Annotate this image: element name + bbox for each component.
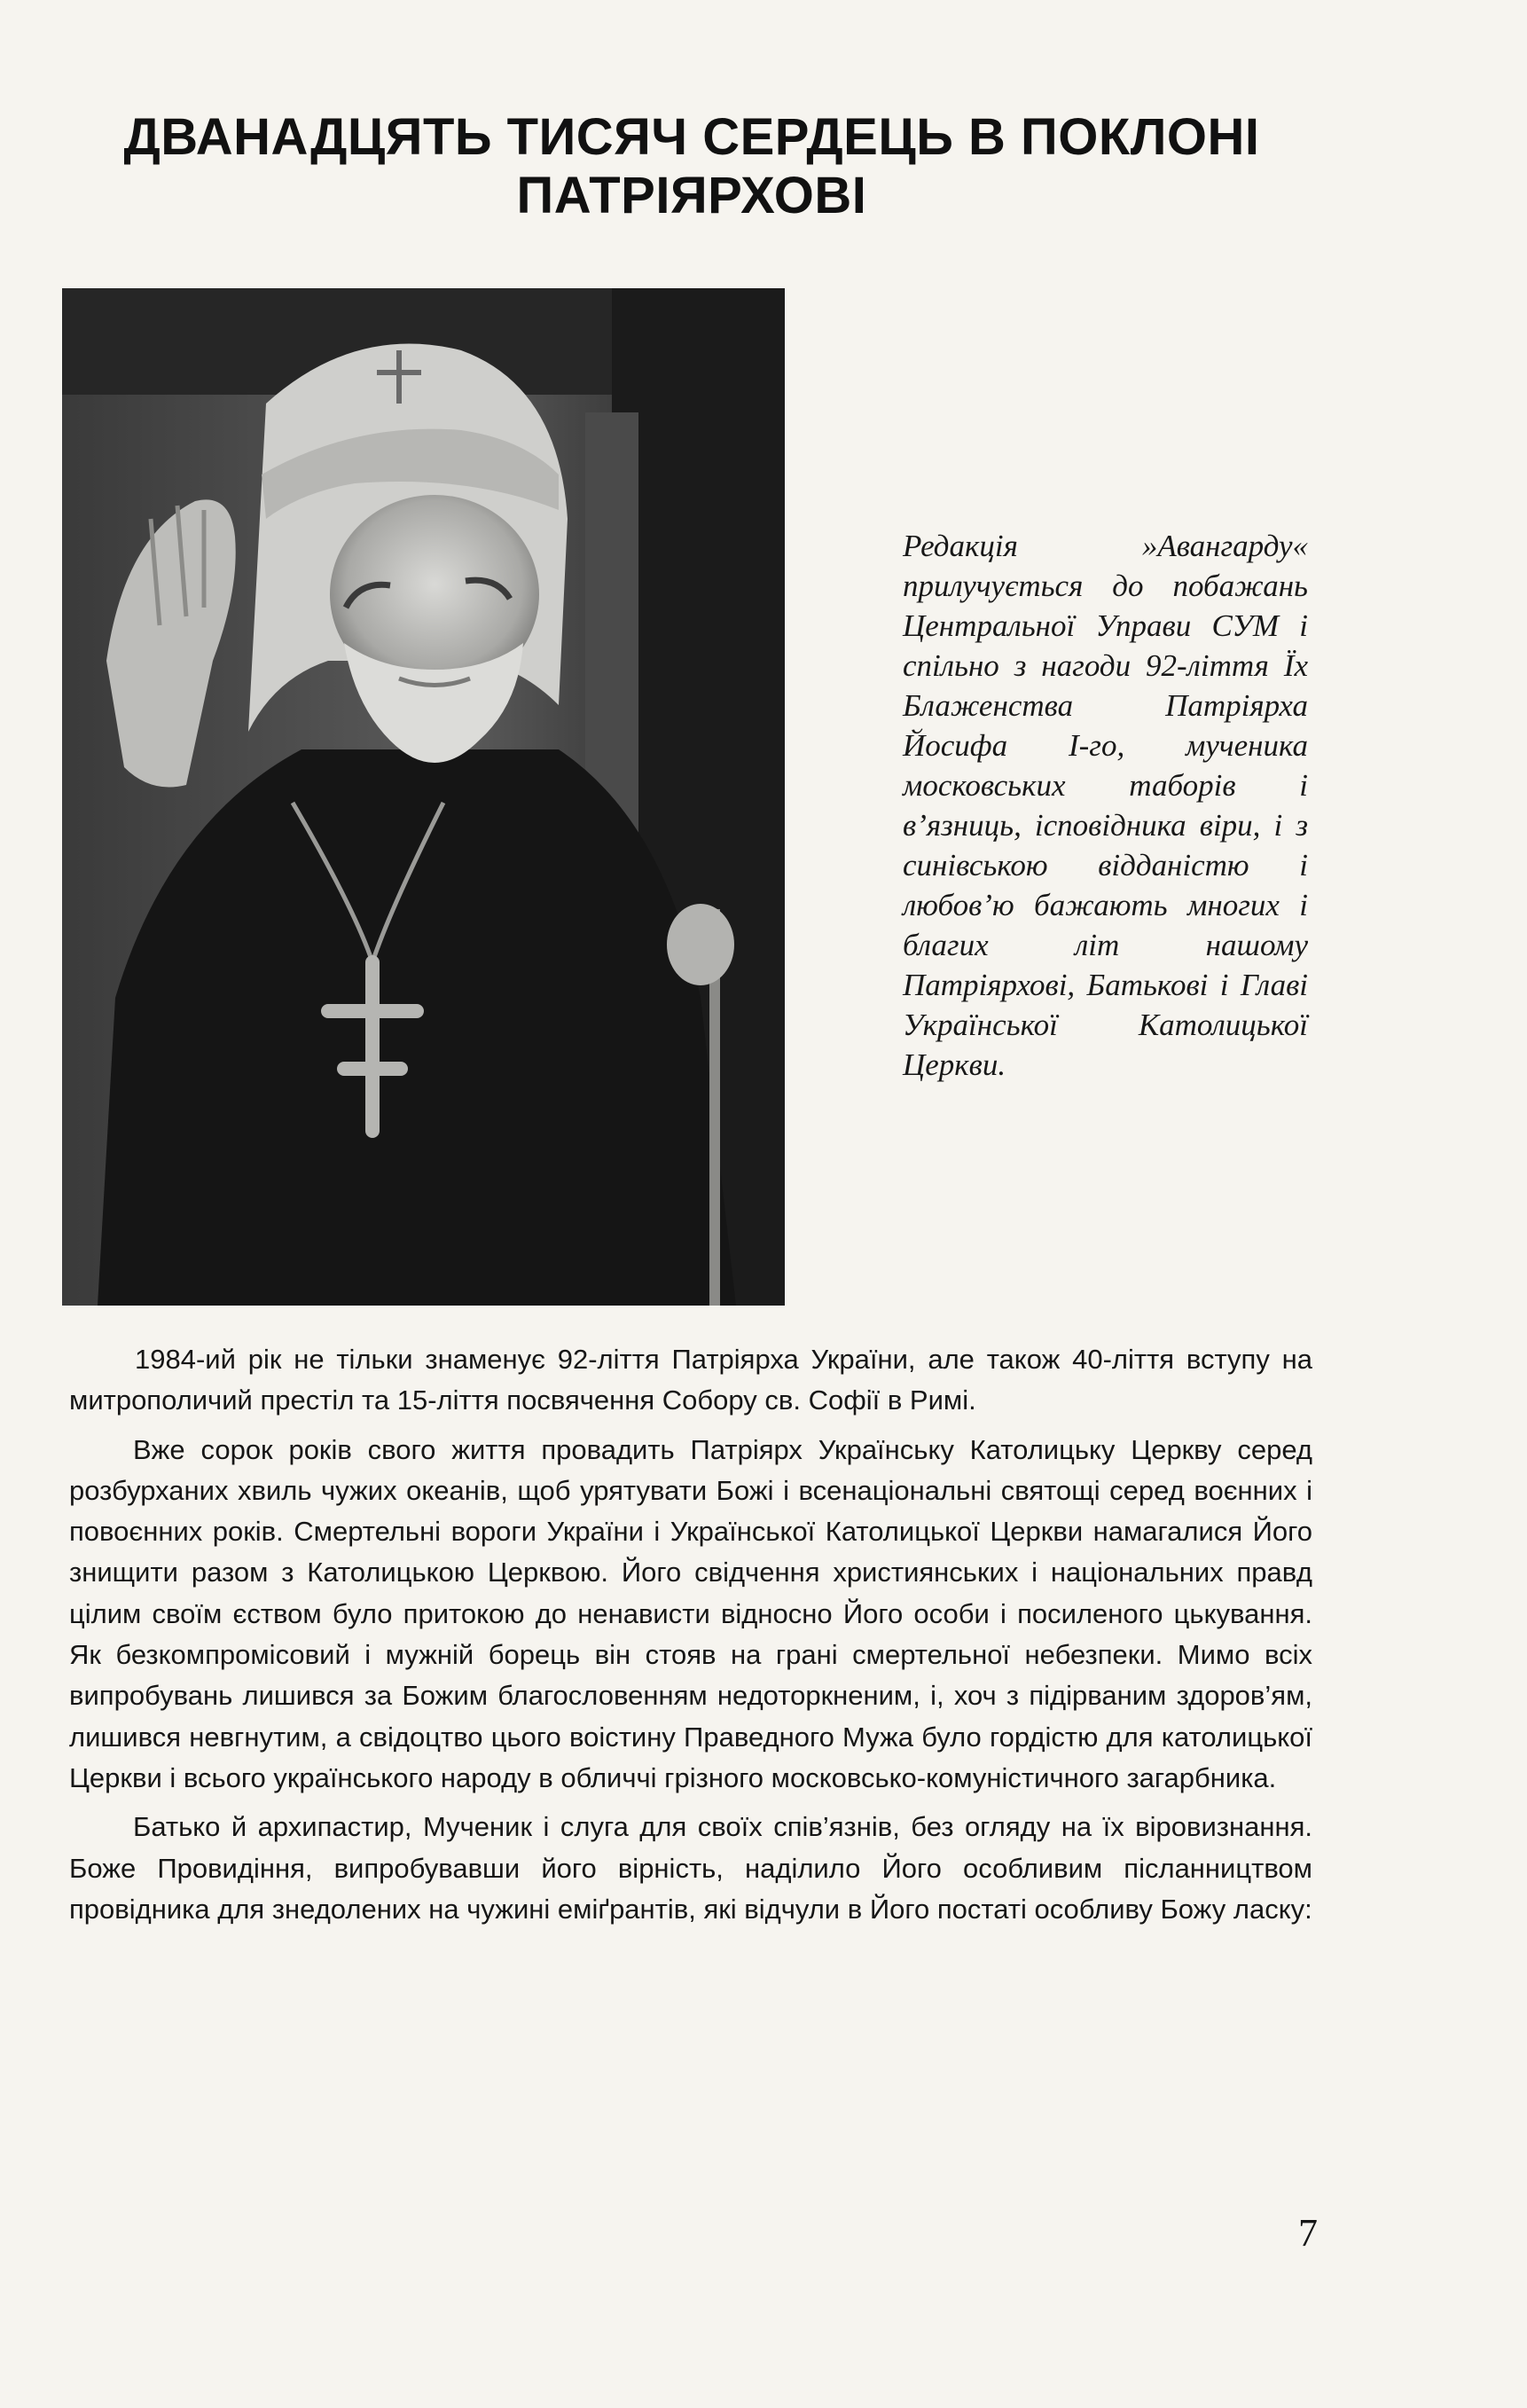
headline-line-2: ПАТРІЯРХОВІ (516, 167, 867, 224)
article-body (69, 1339, 1312, 1938)
photo-caption: Редакція »Авангарду« прилучується до побажань Центральної Управи СУМ і спільно з нагоди 92-ліття Їх Блаженства Патріярха Йосифа І-го, мученика московських таборів і в’язниць, ісповідника віри, і з синівською відданістю і любов’ю бажають многих і благих літ нашому Патріярхові, Батькові і Главі Української Католицької Церкви. (903, 529, 1308, 1082)
page-number: 7 (1298, 2211, 1318, 2255)
body-paragraph: 1984-ий рік не тільки знаменує 92-ліття Патріярха України, але також 40-ліття вступу на митрополичий престіл та 15-ліття посвячення Собору св. Софії в Римі. (69, 1344, 1312, 1416)
headline-line-1: ДВАНАДЦЯТЬ ТИСЯЧ СЕРДЕЦЬ В ПОКЛОНІ (123, 108, 1260, 166)
article-headline (53, 108, 1330, 225)
body-paragraph: Батько й архипастир, Мученик і слуга для своїх спів’язнів, без огляду на їх віровизнання. Боже Провидіння, випробувавши його вірність, наділило Його особливим післанництвом провідника для знедолених на чужині еміґрантів, які відчули в Його постаті особливу Божу ласку: (69, 1811, 1312, 1925)
body-paragraph: Вже сорок років свого життя провадить Патріярх Українську Католицьку Церкву серед розбурханих хвиль чужих океанів, щоб урятувати Божі і всенаціональні святощі серед воєнних і повоєнних років. Смертельні вороги України і Української Католицької Церкви намагалися Його знищити разом з Католицькою Церквою. Його свідчення християнських і національних правд цілим своїм єством було притокою до ненависти відносно Його особи і посиленого цькування. Як безкомпромісовий і мужній борець він стояв на грані смертельної небезпеки. Мимо всіх випробувань лишився за Божим благословенням недоторкненим, і, хоч з підірваним здоров’ям, лишився невгнутим, а свідоцтво цього воістину Праведного Мужа було гордістю для католицької Церкви і всього українського народу в обличчі грізного московсько-комуністичного загарбника. (69, 1433, 1312, 1793)
portrait-photo-icon (62, 288, 785, 1306)
patriarch-portrait-photo (62, 288, 785, 1306)
